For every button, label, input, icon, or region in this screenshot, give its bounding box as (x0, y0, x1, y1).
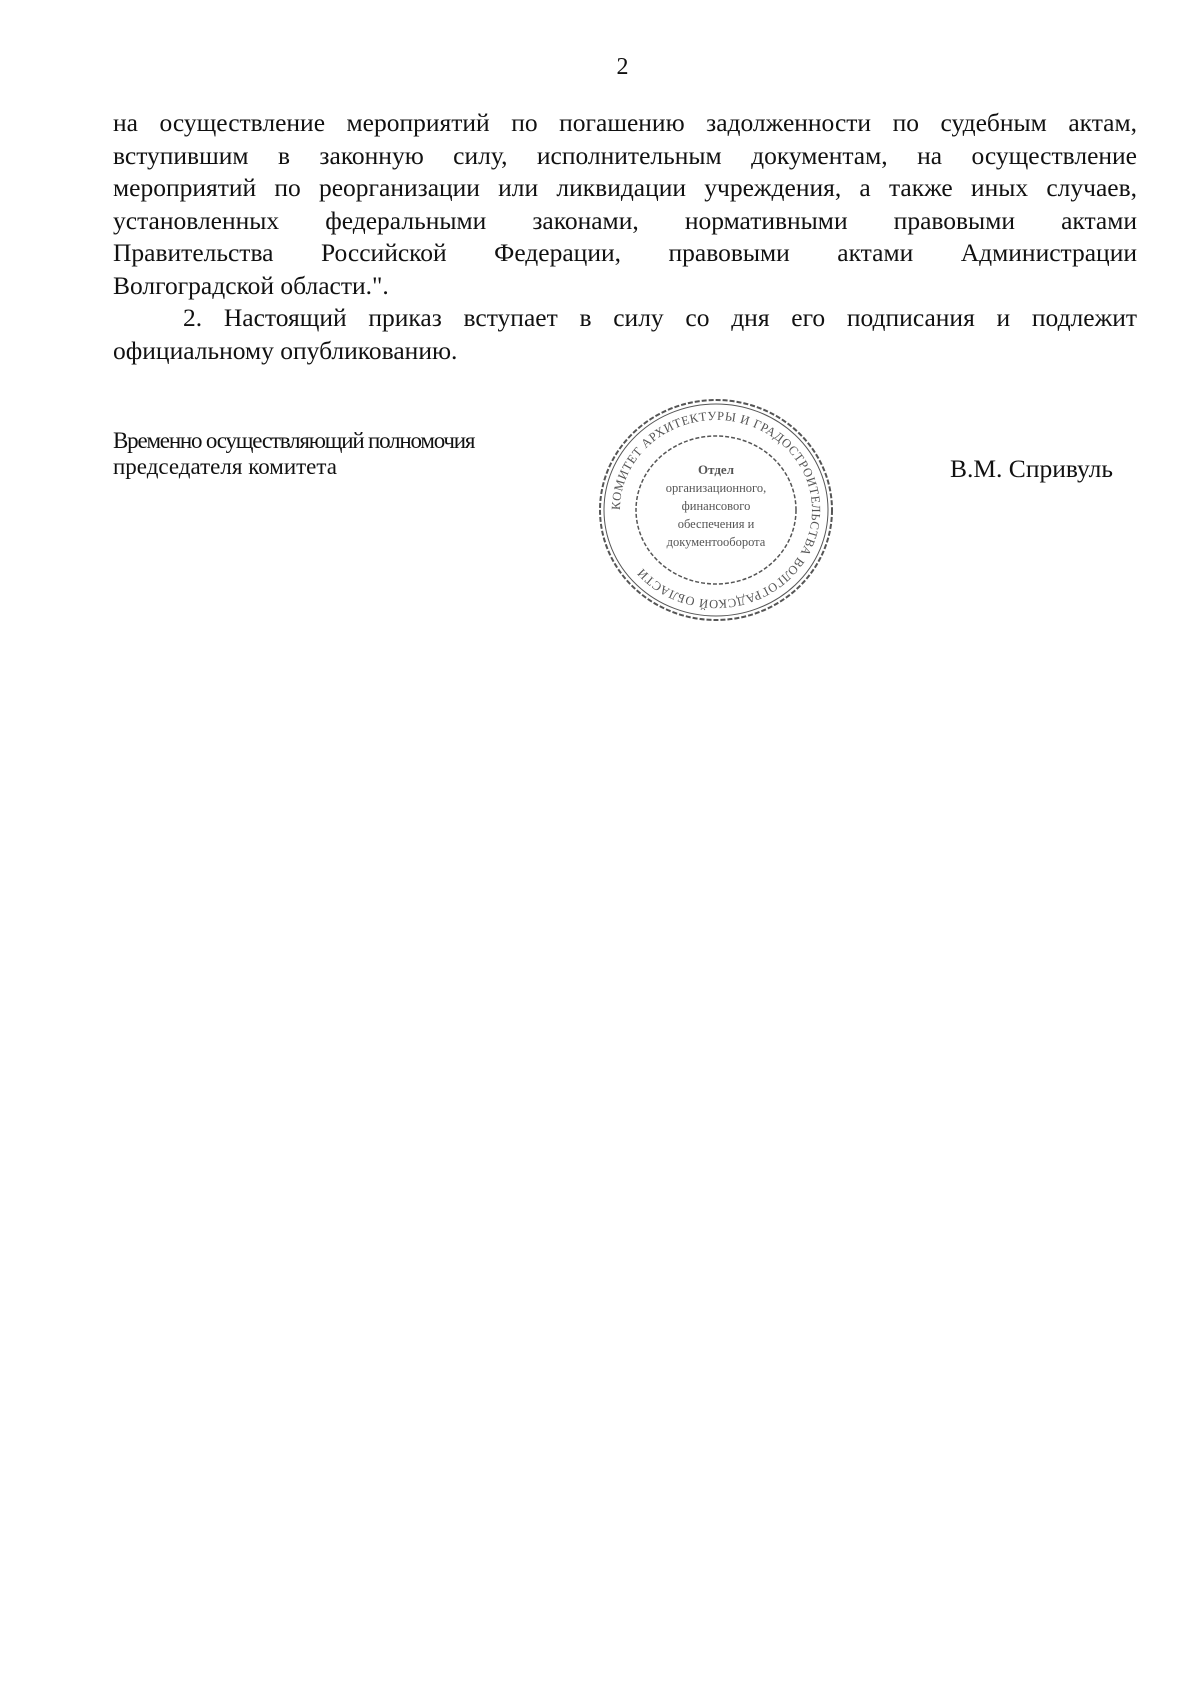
text-line: на осуществление мероприятий по погашению задолженности по судебным актам, (113, 108, 1137, 137)
official-stamp (592, 392, 840, 628)
text-line: вступившим в законную силу, исполнительным документам, на осуществление (113, 140, 1137, 170)
text-line: Правительства Российской Федерации, правовыми актами Администрации (113, 238, 1137, 267)
text-line: установленных федеральными законами, нормативными правовыми актами (113, 205, 1137, 235)
signatory-title (113, 428, 474, 480)
stamp-inner-line: организационного, (665, 481, 767, 495)
stamp-outer-text: КОМИТЕТ АРХИТЕКТУРЫ И ГРАДОСТРОИТЕЛЬСТВА ВОЛГОГРАДСКОЙ ОБЛАСТИ (608, 408, 824, 612)
paragraph-item-2 (113, 302, 1137, 367)
page-number: 2 (616, 54, 629, 80)
stamp-inner-line: документооборота (666, 535, 766, 549)
stamp-inner-line: финансового (681, 499, 751, 513)
stamp-inner-line: Отдел (698, 462, 734, 477)
signatory-name: В.М. Спривуль (950, 454, 1114, 483)
stamp-inner-line: обеспечения и (677, 517, 755, 531)
text-line: Волгоградской области.". (113, 270, 389, 300)
text-line: мероприятий по реорганизации или ликвидации учреждения, а также иных случаев, (113, 173, 1137, 202)
text-line: 2. Настоящий приказ вступает в силу со дня его подписания и подлежит (183, 303, 1137, 332)
document-body (113, 107, 1137, 367)
text-line: официальному опубликованию. (113, 335, 458, 365)
signatory-title-line-1: Временно осуществляющий полномочия (113, 428, 475, 453)
signatory-title-line-2: председателя комитета (113, 454, 337, 479)
paragraph-continuation (113, 107, 1137, 302)
